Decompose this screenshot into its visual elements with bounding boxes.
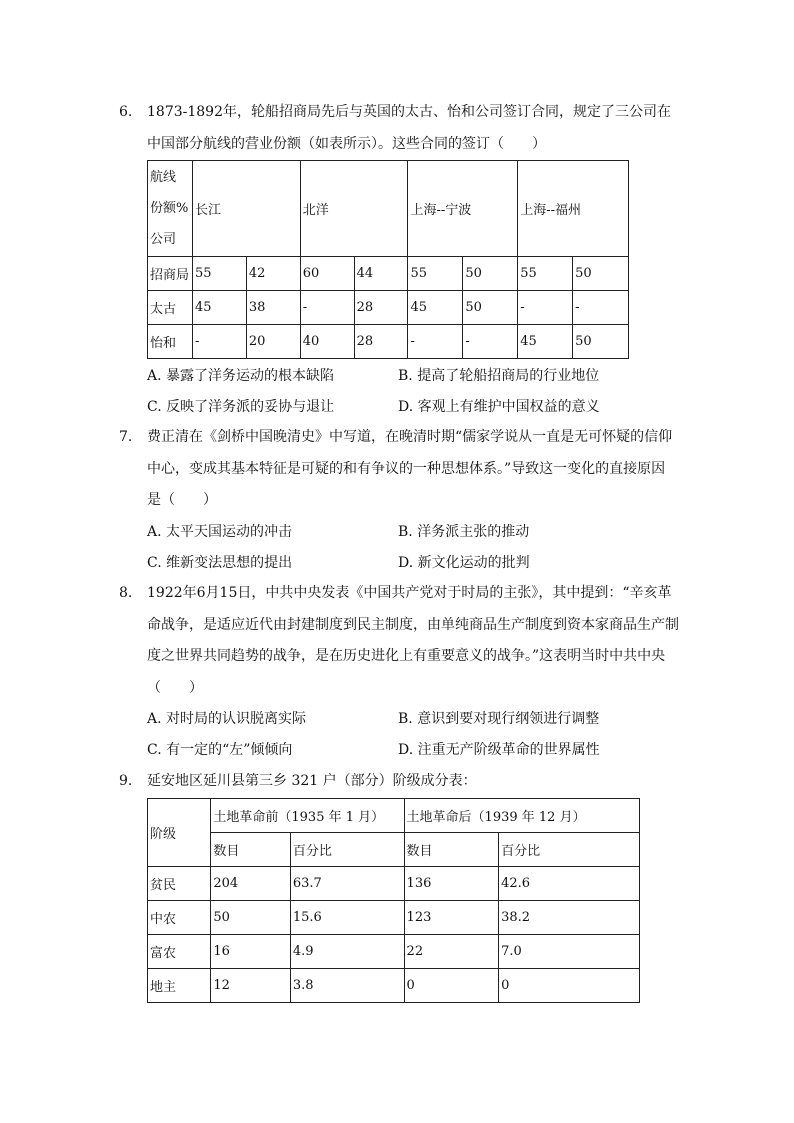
class-composition-table [147, 798, 640, 1003]
table-cell: 28 [354, 325, 408, 359]
option-d[interactable]: D. 注重无产阶级革命的世界属性 [398, 742, 600, 758]
table-row [148, 968, 640, 1002]
table-cell: 28 [354, 291, 408, 325]
option-c[interactable]: C. 反映了洋务派的妥协与退让 [147, 399, 335, 415]
table-cell: 20 [246, 325, 300, 359]
table-row [148, 934, 640, 968]
class-cell: 地主 [148, 968, 211, 1002]
table-cell: 45 [408, 291, 463, 325]
table-cell: 204 [211, 866, 290, 900]
question-7 [119, 422, 679, 579]
period-header: 土地革命前（1935 年 1 月） [211, 798, 404, 832]
table-cell: 42.6 [499, 866, 640, 900]
table-cell: 15.6 [290, 900, 404, 934]
table-cell: - [408, 325, 463, 359]
period-header: 土地革命后（1939 年 12 月） [404, 798, 639, 832]
table-cell: 50 [463, 291, 518, 325]
option-a[interactable]: A. 太平天国运动的冲击 [147, 523, 293, 540]
route-header: 上海--宁波 [408, 161, 518, 257]
table-cell: - [192, 325, 246, 359]
question-text: 延安地区延川县第三乡 321 户（部分）阶级成分表： [147, 773, 477, 789]
sub-header: 百分比 [499, 832, 640, 866]
table-cell: 55 [408, 257, 463, 291]
table-cell: 3.8 [290, 968, 404, 1002]
table-row [148, 257, 629, 291]
table-cell: 42 [246, 257, 300, 291]
option-a[interactable]: A. 暴露了洋务运动的根本缺陷 [147, 368, 335, 384]
question-number: 8. [119, 585, 133, 601]
table-cell: - [463, 325, 518, 359]
table-cell: 45 [192, 291, 246, 325]
table-cell: 50 [573, 325, 629, 359]
class-cell: 贫民 [148, 866, 211, 900]
table-cell: - [573, 291, 629, 325]
table-cell: 0 [404, 968, 499, 1002]
table-cell: 12 [211, 968, 290, 1002]
question-9 [119, 766, 679, 1003]
table-cell: 60 [300, 257, 354, 291]
question-number: 6. [119, 104, 133, 120]
table-row [148, 900, 640, 934]
table-cell: 38.2 [499, 900, 640, 934]
table-cell: - [300, 291, 354, 325]
table-cell: 63.7 [290, 866, 404, 900]
table-cell: 45 [518, 325, 573, 359]
table-cell: 136 [404, 866, 499, 900]
question-number: 9. [119, 773, 133, 789]
table-cell: 55 [518, 257, 573, 291]
table-cell: 4.9 [290, 934, 404, 968]
question-text: 1873-1892年，轮船招商局先后与英国的太古、怡和公司签订合同，规定了三公司在中国部分航线的营业份额（如表所示）。这些合同的签订（ ） [147, 104, 671, 152]
option-b[interactable]: B. 洋务派主张的推动 [398, 523, 530, 540]
table-cell: 16 [211, 934, 290, 968]
sub-header: 数目 [211, 832, 290, 866]
company-cell: 怡和 [148, 325, 193, 359]
option-b[interactable]: B. 提高了轮船招商局的行业地位 [398, 368, 600, 384]
sub-header: 数目 [404, 832, 499, 866]
option-d[interactable]: D. 新文化运动的批判 [398, 554, 530, 571]
table-cell: - [518, 291, 573, 325]
table-row [148, 866, 640, 900]
table-cell: 40 [300, 325, 354, 359]
table-cell: 38 [246, 291, 300, 325]
route-header: 长江 [192, 161, 300, 257]
option-b[interactable]: B. 意识到要对现行纲领进行调整 [398, 711, 600, 727]
table-cell: 55 [192, 257, 246, 291]
company-cell: 太古 [148, 291, 193, 325]
route-header: 北洋 [300, 161, 408, 257]
class-header: 阶级 [148, 798, 211, 866]
table-row [148, 291, 629, 325]
question-6 [119, 97, 679, 423]
shipping-share-table [147, 160, 629, 359]
option-c[interactable]: C. 维新变法思想的提出 [147, 554, 293, 571]
class-cell: 富农 [148, 934, 211, 968]
table-corner-header: 航线 份额% 公司 [148, 161, 193, 257]
sub-header: 百分比 [290, 832, 404, 866]
table-cell: 50 [211, 900, 290, 934]
company-cell: 招商局 [148, 257, 193, 291]
option-c[interactable]: C. 有一定的“左”倾倾向 [147, 742, 293, 758]
table-row [148, 325, 629, 359]
table-cell: 50 [573, 257, 629, 291]
option-d[interactable]: D. 客观上有维护中国权益的意义 [398, 399, 600, 415]
table-cell: 22 [404, 934, 499, 968]
question-text: 1922年6月15日，中共中央发表《中国共产党对于时局的主张》，其中提到：“辛亥革命战争，是适应近代由封建制度到民主制度，由单纯商品生产制度到资本家商品生产制度之世界共同趋势的战争，是在历史进化上有重要意义的战争。”这表明当时中共中央（ ） [147, 585, 679, 696]
question-8 [119, 578, 679, 766]
table-cell: 50 [463, 257, 518, 291]
table-cell: 7.0 [499, 934, 640, 968]
table-cell: 44 [354, 257, 408, 291]
question-text: 费正清在《剑桥中国晚清史》中写道，在晚清时期“儒家学说从一直是无可怀疑的信仰中心，变成其基本特征是可疑的和有争议的一种思想体系。”导致这一变化的直接原因是（ ） [147, 429, 673, 508]
table-cell: 123 [404, 900, 499, 934]
route-header: 上海--福州 [518, 161, 629, 257]
question-number: 7. [119, 429, 133, 445]
class-cell: 中农 [148, 900, 211, 934]
option-a[interactable]: A. 对时局的认识脱离实际 [147, 711, 307, 727]
table-cell: 0 [499, 968, 640, 1002]
